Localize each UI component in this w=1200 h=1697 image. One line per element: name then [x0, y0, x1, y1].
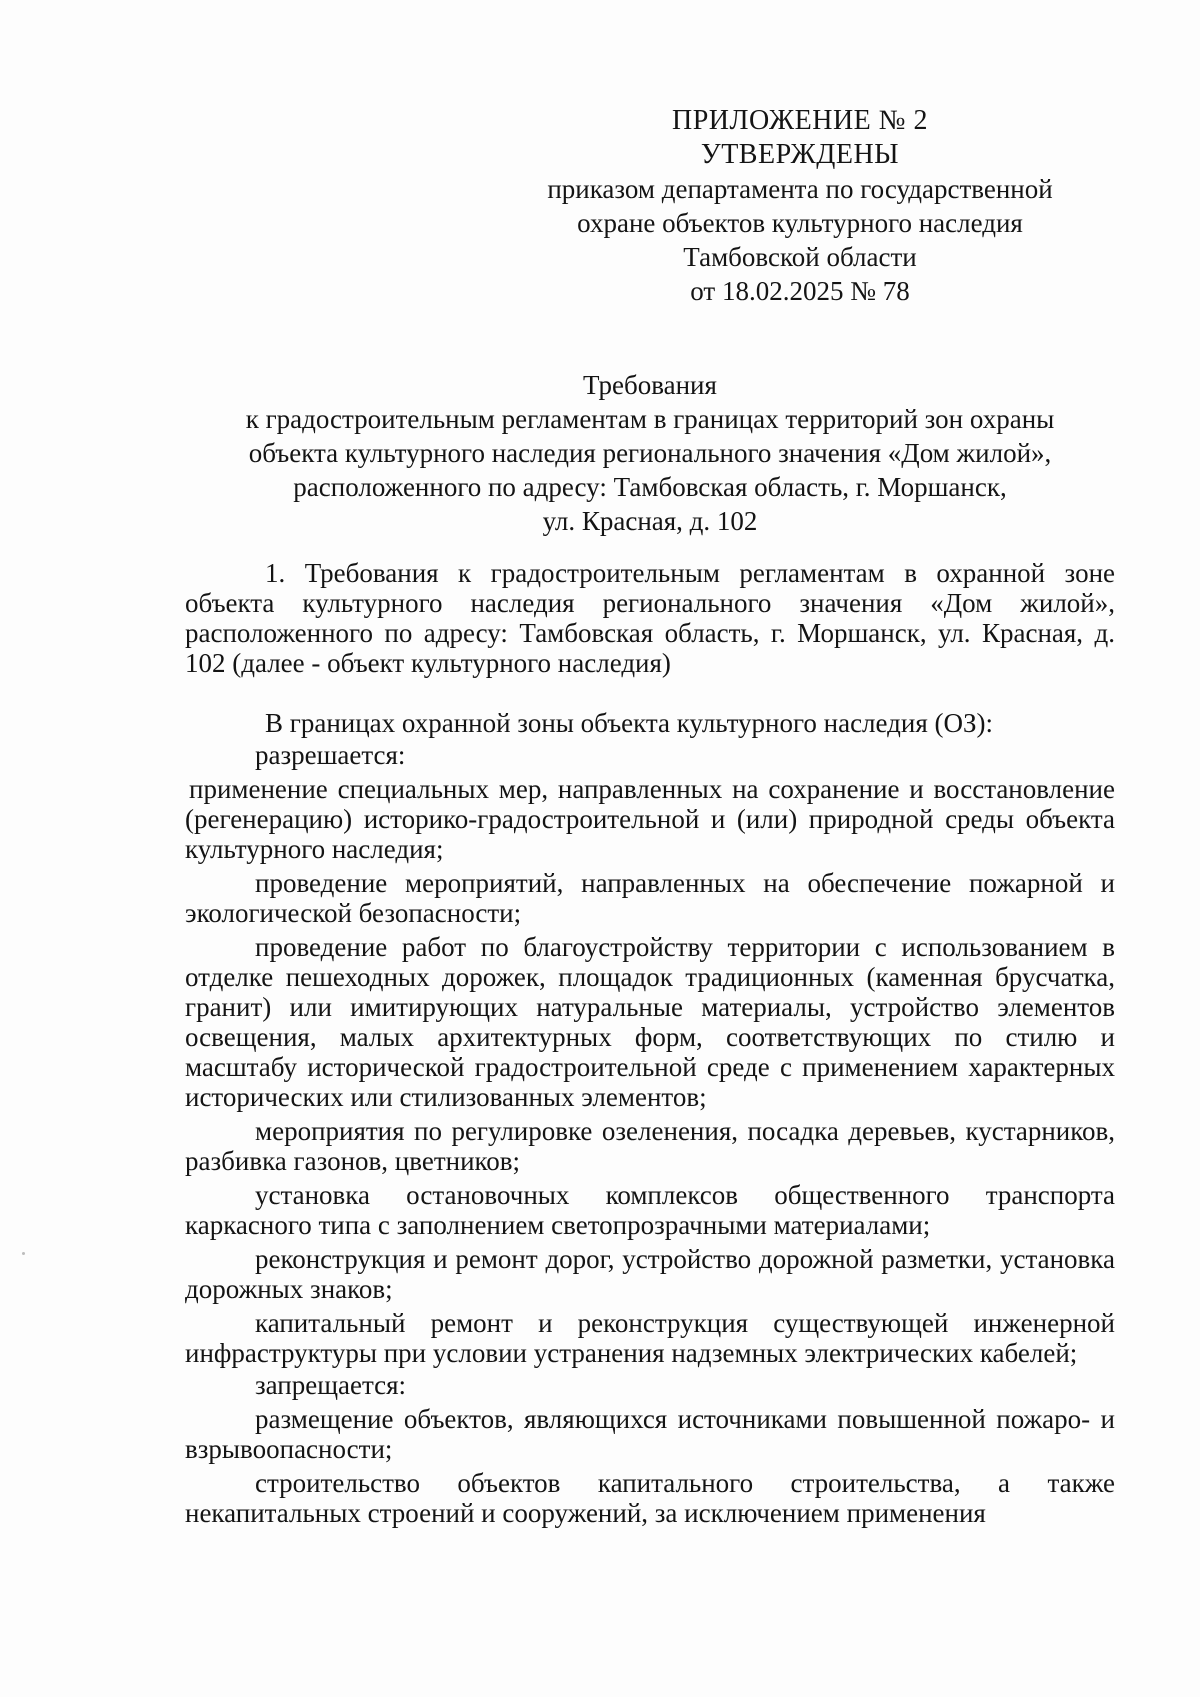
allowed-item: мероприятия по регулировке озеленения, посадка деревьев, кустарников, разбивка газонов, цветников;	[185, 1116, 1115, 1176]
approval-order-line: приказом департамента по государственной	[547, 174, 1053, 204]
allowed-item: установка остановочных комплексов общественного транспорта каркасного типа с заполнением светопрозрачными материалами;	[185, 1180, 1115, 1240]
document-title	[185, 368, 1115, 538]
title-line-3: объекта культурного наследия регионального значения «Дом жилой»,	[248, 438, 1052, 468]
allowed-label: разрешается:	[255, 740, 406, 770]
forbidden-label: запрещается:	[255, 1370, 407, 1400]
allowed-item: применение специальных мер, направленных на сохранение и восстановление (регенерацию) историко-градостроительной и (или) природной среды объекта культурного наследия;	[185, 774, 1115, 864]
scan-dot	[22, 1252, 25, 1255]
zone-intro: В границах охранной зоны объекта культурного наследия (ОЗ):	[265, 708, 994, 738]
section-1-heading: 1. Требования к градостроительным регламентам в охранной зоне объекта культурного наследия регионального значения «Дом жилой», расположенного по адресу: Тамбовская область, г. Моршанск, ул. Красная, д. 102 (далее - объект культурного наследия)	[185, 558, 1115, 678]
approval-stamp	[520, 104, 1080, 308]
allowed-item: реконструкция и ремонт дорог, устройство дорожной разметки, установка дорожных знаков;	[185, 1244, 1115, 1304]
title-line-4: расположенного по адресу: Тамбовская область, г. Моршанск,	[293, 472, 1007, 502]
approval-region-line: Тамбовской области	[683, 242, 917, 272]
allowed-item: капитальный ремонт и реконструкция существующей инженерной инфраструктуры при условии устранения надземных электрических кабелей;	[185, 1308, 1115, 1368]
forbidden-item: строительство объектов капитального строительства, а также некапитальных строений и сооружений, за исключением применения	[185, 1468, 1115, 1528]
approved-label: УТВЕРЖДЕНЫ	[700, 139, 900, 170]
forbidden-item: размещение объектов, являющихся источниками повышенной пожаро- и взрывоопасности;	[185, 1404, 1115, 1464]
document-body	[185, 558, 1115, 1528]
title-line-2: к градостроительным регламентам в границах территорий зон охраны	[245, 404, 1055, 434]
allowed-item: проведение работ по благоустройству территории с использованием в отделке пешеходных дорожек, площадок традиционных (каменная брусчатка, гранит) или имитирующих натуральные материалы, устройство элементов освещения, малых архитектурных форм, соответствующих по стилю и масштабу исторической градостроительной среде с применением характерных исторических или стилизованных элементов;	[185, 932, 1115, 1112]
title-line-5: ул. Красная, д. 102	[542, 506, 758, 536]
title-heading: Требования	[583, 370, 717, 400]
appendix-number: ПРИЛОЖЕНИЕ № 2	[672, 105, 928, 136]
allowed-item: проведение мероприятий, направленных на обеспечение пожарной и экологической безопасности;	[185, 868, 1115, 928]
approval-department-line: охране объектов культурного наследия	[577, 208, 1023, 238]
approval-date-line: от 18.02.2025 № 78	[690, 276, 910, 306]
